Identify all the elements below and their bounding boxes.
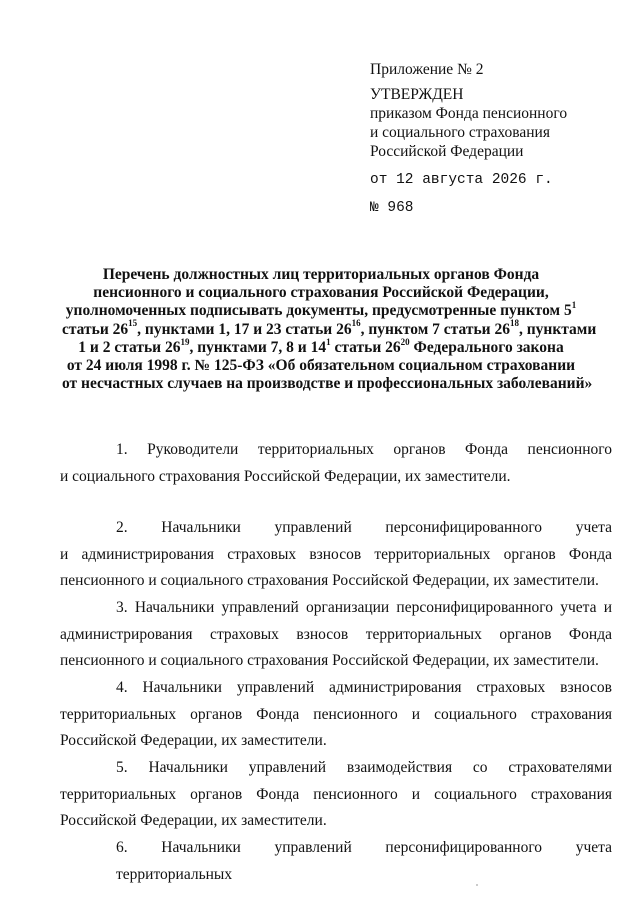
appendix-label: Приложение № 2 xyxy=(370,61,484,78)
list-item xyxy=(60,437,612,515)
title-line-3: уполномоченных подписывать документы, предусмотренные пунктом $5^1$ xyxy=(65,300,577,320)
list-item-line: пенсионного и социального страхования Российской Федерации, их заместители. xyxy=(60,572,599,589)
list-item xyxy=(76,835,612,883)
title-line-6: от 24 июля 1998 г. № 125-ФЗ «Об обязательном социальном страховании xyxy=(66,357,576,375)
order-line-3: Российской Федерации xyxy=(370,143,524,160)
order-date: от 12 августа 2026 г. xyxy=(370,172,553,188)
list-item-line: территориальных органов Фонда пенсионного и социального страхования xyxy=(60,785,612,803)
list-item xyxy=(60,675,612,755)
list-item-line: 4. Начальники управлений администрирования страховых взносов xyxy=(116,679,612,696)
scan-speck xyxy=(476,884,478,886)
list-item-line: и социального страхования Российской Федерации, их заместители. xyxy=(60,467,511,485)
list-item xyxy=(60,755,612,835)
list-item-line: 3. Начальники управлений организации персонифицированного учета и xyxy=(116,599,612,616)
approved-label: УТВЕРЖДЕН xyxy=(370,86,464,103)
order-line-1: приказом Фонда пенсионного xyxy=(370,105,568,122)
list-item xyxy=(60,595,612,675)
title-line-4: статьи $26^{15}$, пунктами 1, 17 и 23 статьи $26^{16}$, пунктом 7 статьи $26^{18}$, пунктами xyxy=(62,318,597,338)
order-number: № 968 xyxy=(370,200,414,216)
list-item-line: администрирования страховых взносов территориальных органов Фонда xyxy=(60,625,612,643)
title-line-5: 1 и 2 статьи $26^{19}$, пунктами 7, 8 и $14^1$ статьи $26^{20}$ Федерального закона xyxy=(78,336,564,356)
list-item-line: 1. Руководители территориальных органов Фонда пенсионного xyxy=(116,441,612,458)
list-item-line: Российской Федерации, их заместители. xyxy=(60,812,327,829)
document-title xyxy=(62,266,597,393)
officials-list xyxy=(60,437,612,883)
approval-block xyxy=(370,60,630,216)
list-item-line: и администрирования страховых взносов территориальных органов Фонда xyxy=(60,545,612,563)
title-line-7: от несчастных случаев на производстве и профессиональных заболеваний» xyxy=(62,375,593,393)
title-line-2: пенсионного и социального страхования Российской Федерации, xyxy=(93,284,549,302)
list-item-line: территориальных органов Фонда пенсионного и социального страхования xyxy=(60,705,612,723)
list-item-line: Российской Федерации, их заместители. xyxy=(60,732,327,749)
list-item xyxy=(60,515,612,595)
order-line-2: и социального страхования xyxy=(370,124,550,141)
list-item-line: 2. Начальники управлений персонифицированного учета xyxy=(116,519,612,536)
list-item-line: 6. Начальники управлений персонифицированного учета территориальных xyxy=(116,839,612,883)
list-item-line: 5. Начальники управлений взаимодействия со страхователями xyxy=(116,759,612,776)
list-item-line: пенсионного и социального страхования Российской Федерации, их заместители. xyxy=(60,652,599,669)
title-line-1: Перечень должностных лиц территориальных органов Фонда xyxy=(102,266,540,283)
